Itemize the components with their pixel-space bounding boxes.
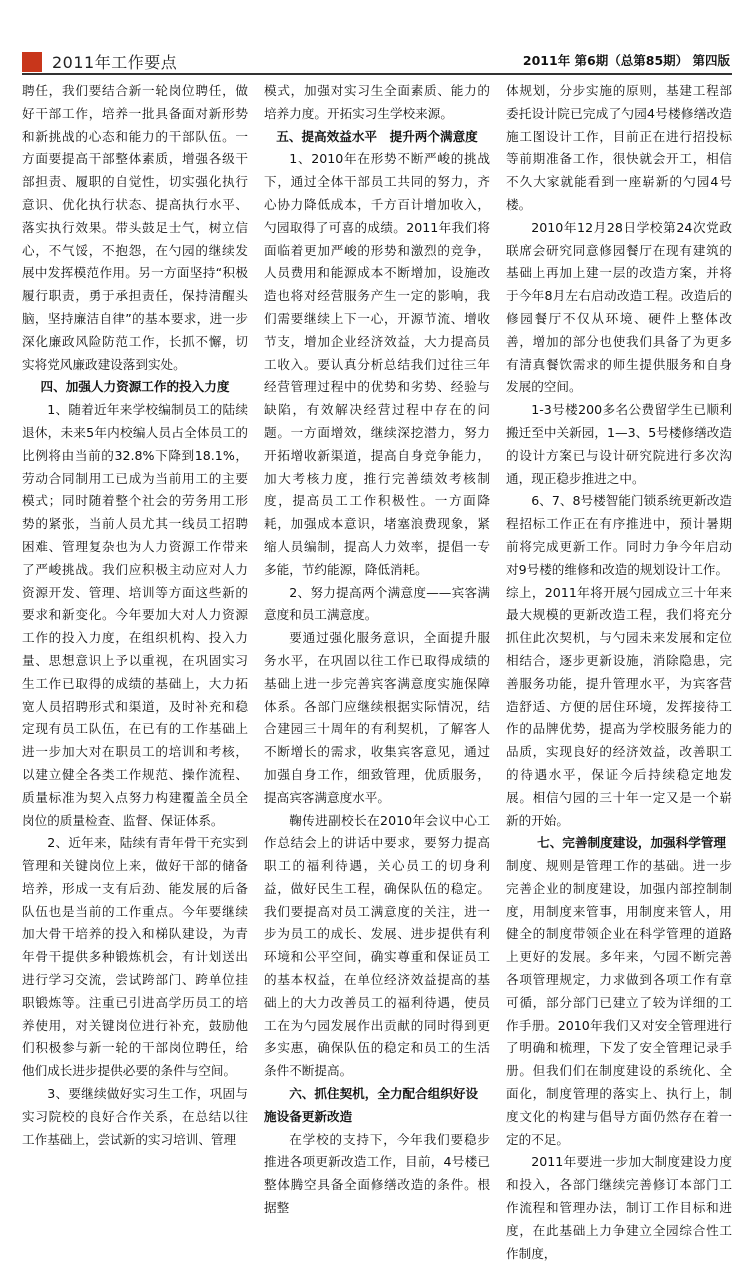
paragraph: 2010年12月28日学校第24次党政联席会研究同意修园餐厅在现有建筑的基础上再加上建一层的改造方案，并将于今年8月左右启动改造工程。改造后的修园餐厅不仅从环境、硬件上整体改善，增加的部分也使我们具备了为更多有清真餐饮需求的师生提供服务和自身发展的空间。 <box>506 219 732 395</box>
paragraph: 1-3号楼200多名公费留学生已顺利搬迁至中关新园，1—3、5号楼修缮改造的设计方案已与设计研究院进行多次沟通，现正稳步推进之中。 <box>506 402 732 486</box>
issue-info: 2011年 第6期（总第85期） 第四版 <box>522 53 730 68</box>
header-marker <box>22 52 42 72</box>
column-1 <box>22 80 248 1147</box>
paragraph: 1、随着近年来学校编制员工的陆续退休，未来5年内校编人员占全体员工的比例将由当前的32.8%下降到18.1%，劳动合同制用工已成为当前用工的主要模式；同时随着整个社会的劳务用工形势的紧张，当前人员尤其一线员工招聘困难、管理复杂也为人力资源工作带来了严峻挑战。我们应积极主动应对人力资源开发、管理、培训等方面这些新的要求和新变化。今年要加大对人力资源工作的投入力度，在组织机构、投入力量、思想意识上予以重视，在巩固实习生工作已取得的成绩的基础上，大力拓宽人员招聘形式和渠道，及时补充和稳定现有员工队伍，在已有的工作基础上进一步加大对在职员工的培训和考核，以建立健全各类工作规范、操作流程、质量标准为契入点努力构建覆盖全员全岗位的质量检查、监督、保证体系。 <box>22 402 248 828</box>
paragraph: 体规划，分步实施的原则，基建工程部委托设计院已完成了勺园4号楼修缮改造施工图设计工作，目前正在进行招投标等前期准备工作，很快就会开工，相信不久大家就能看到一座崭新的勺园4号楼。 <box>506 83 732 212</box>
column-2 <box>264 80 490 1216</box>
paragraph: 鞠传进副校长在2010年会议中心工作总结会上的讲话中要求，要努力提高职工的福利待遇，关心员工的切身利益，做好民生工程，确保队伍的稳定。我们要提高对员工满意度的关注，进一步为员工的成长、发展、进步提供有利环境和公平空间，确实尊重和保证员工的基本权益，在单位经济效益提高的基础上的大力改善员工的福利待遇，使员工在为勺园发展作出贡献的同时得到更多实惠，确保队伍的稳定和员工的生活条件不断提高。 <box>264 812 490 1079</box>
paragraph: 聘任，我们要结合新一轮岗位聘任，做好干部工作，培养一批具备面对新形势和新挑战的心态和能力的干部队伍。一方面要提高干部整体素质，增强各级干部担责、履职的自觉性，切实强化执行意识、优化执行状态、提高执行水平、落实执行效果。带头鼓足士气，树立信心，不气馁，不抱怨，在勺园的继续发展中发挥模范作用。另一方面坚持“积极履行职责，勇于承担责任，保持清醒头脑，坚持廉洁自律”的基本要求，进一步深化廉政风险防范工作，长抓不懈，切实将党风廉政建设落到实处。 <box>22 83 248 372</box>
section-heading: 四、加强人力资源工作的投入力度 <box>40 379 230 395</box>
section-heading: 六、抓住契机，全力配合组织好设施设备更新改造 <box>264 1086 479 1124</box>
paragraph: 2、近年来，陆续有青年骨干充实到管理和关键岗位上来，做好干部的储备培养，形成一支有后劲、能发展的后备队伍也是当前的工作重点。今年要继续加大骨干培养的投入和梯队建设，为青年骨干提供多种锻炼机会，有计划送出进行学习交流，尝试跨部门、跨单位挂职锻炼等。注重已引进高学历员工的培养使用，对关键岗位进行补充，鼓励他们积极参与新一轮的干部岗位聘任，给他们成长进步提供必要的条件与空间。 <box>22 835 248 1079</box>
paragraph: 2、努力提高两个满意度——宾客满意度和员工满意度。 <box>264 584 490 623</box>
article-body <box>22 80 734 1261</box>
paragraph: 6、7、8号楼智能门锁系统更新改造程招标工作正在有序推进中，预计暑期前将完成更新工作。同时力争今年启动对9号楼的维修和改造的规划设计工作。 <box>506 493 732 577</box>
paragraph: 2011年要进一步加大制度建设力度和投入，各部门继续完善修订本部门工作流程和管理办法，制订工作目标和进度，在此基础上力争建立全园综合性工作制度， <box>506 1154 732 1261</box>
column-3 <box>506 80 732 1261</box>
paragraph: 在学校的支持下，今年我们要稳步推进各项更新改造工作，目前，4号楼已整体腾空具备全面修缮改造的条件。根据整 <box>264 1131 490 1216</box>
header-title: 2011年工作要点 <box>52 53 178 72</box>
paragraph: 3、要继续做好实习生工作，巩固与实习院校的良好合作关系，在总结以往工作基础上，尝试新的实习培训、管理 <box>22 1086 248 1147</box>
paragraph: 综上，2011年将开展勺园成立三十年来最大规模的更新改造工程，我们将充分抓住此次契机，与勺园未来发展和定位相结合，逐步更新设施，消除隐患，完善服务功能，提升管理水平，为宾客营造舒适、方便的居住环境，发挥接待工作的品牌优势，提高为学校服务能力的品质，实现良好的经济效益，改善职工的待遇水平，保证今后持续稳定地发展。相信勺园的三十年一定又是一个崭新的开始。 <box>506 584 732 828</box>
page-header <box>0 0 750 75</box>
paragraph: 要通过强化服务意识，全面提升服务水平，在巩固以往工作已取得成绩的基础上进一步完善宾客满意度实施保障体系。各部门应继续根据实际情况，结合建园三十周年的有利契机，了解客人不断增长的需求，收集宾客意见，通过加强自身工作，细致管理，优质服务，提高宾客满意度水平。 <box>264 630 490 805</box>
paragraph: 制度、规则是管理工作的基础。进一步完善企业的制度建设，加强内部控制制度，用制度来管事，用制度来管人，用健全的制度带领企业在科学管理的道路上更好的发展。多年来，勺园不断完善各项管理规定，力求做到各项工作有章可循，部分部门已建立了较为详细的工作手册。2010年我们又对安全管理进行了明确和梳理，下发了安全管理记录手册。但我们们在制度建设的系统化、全面化，制度管理的落实上、执行上，制度文化的构建与倡导方面仍然存在着一定的不足。 <box>506 858 732 1147</box>
section-heading: 七、完善制度建设，加强科学管理 <box>537 835 726 851</box>
paragraph: 模式，加强对实习生全面素质、能力的培养力度。开拓实习生学校来源。 <box>264 83 490 121</box>
section-heading: 五、提高效益水平 提升两个满意度 <box>276 128 478 144</box>
header-rule <box>22 73 732 75</box>
paragraph: 1、2010年在形势不断严峻的挑战下，通过全体干部员工共同的努力，齐心协力降低成本，千方百计增加收入，勺园取得了可喜的成绩。2011年我们将面临着更加严峻的形势和激烈的竞争，人员费用和能源成本不断增加，设施改造也将对经营服务产生一定的影响，我们需要继续上下一心，开源节流、增收节支，增加企业经济效益，大力提高员工收入。要认真分析总结我们过往三年经营管理过程中的优势和劣势、经验与缺陷，有效解决经营过程中存在的问题。一方面增效，继续深挖潜力，努力开拓增收新渠道，提高自身竞争能力，加大考核力度，推行完善绩效考核制度，提高员工工作积极性。一方面降耗，加强成本意识，堵塞浪费现象，紧缩人员编制，提高人力效率，提倡一专多能，节约能源，降低消耗。 <box>264 151 490 577</box>
